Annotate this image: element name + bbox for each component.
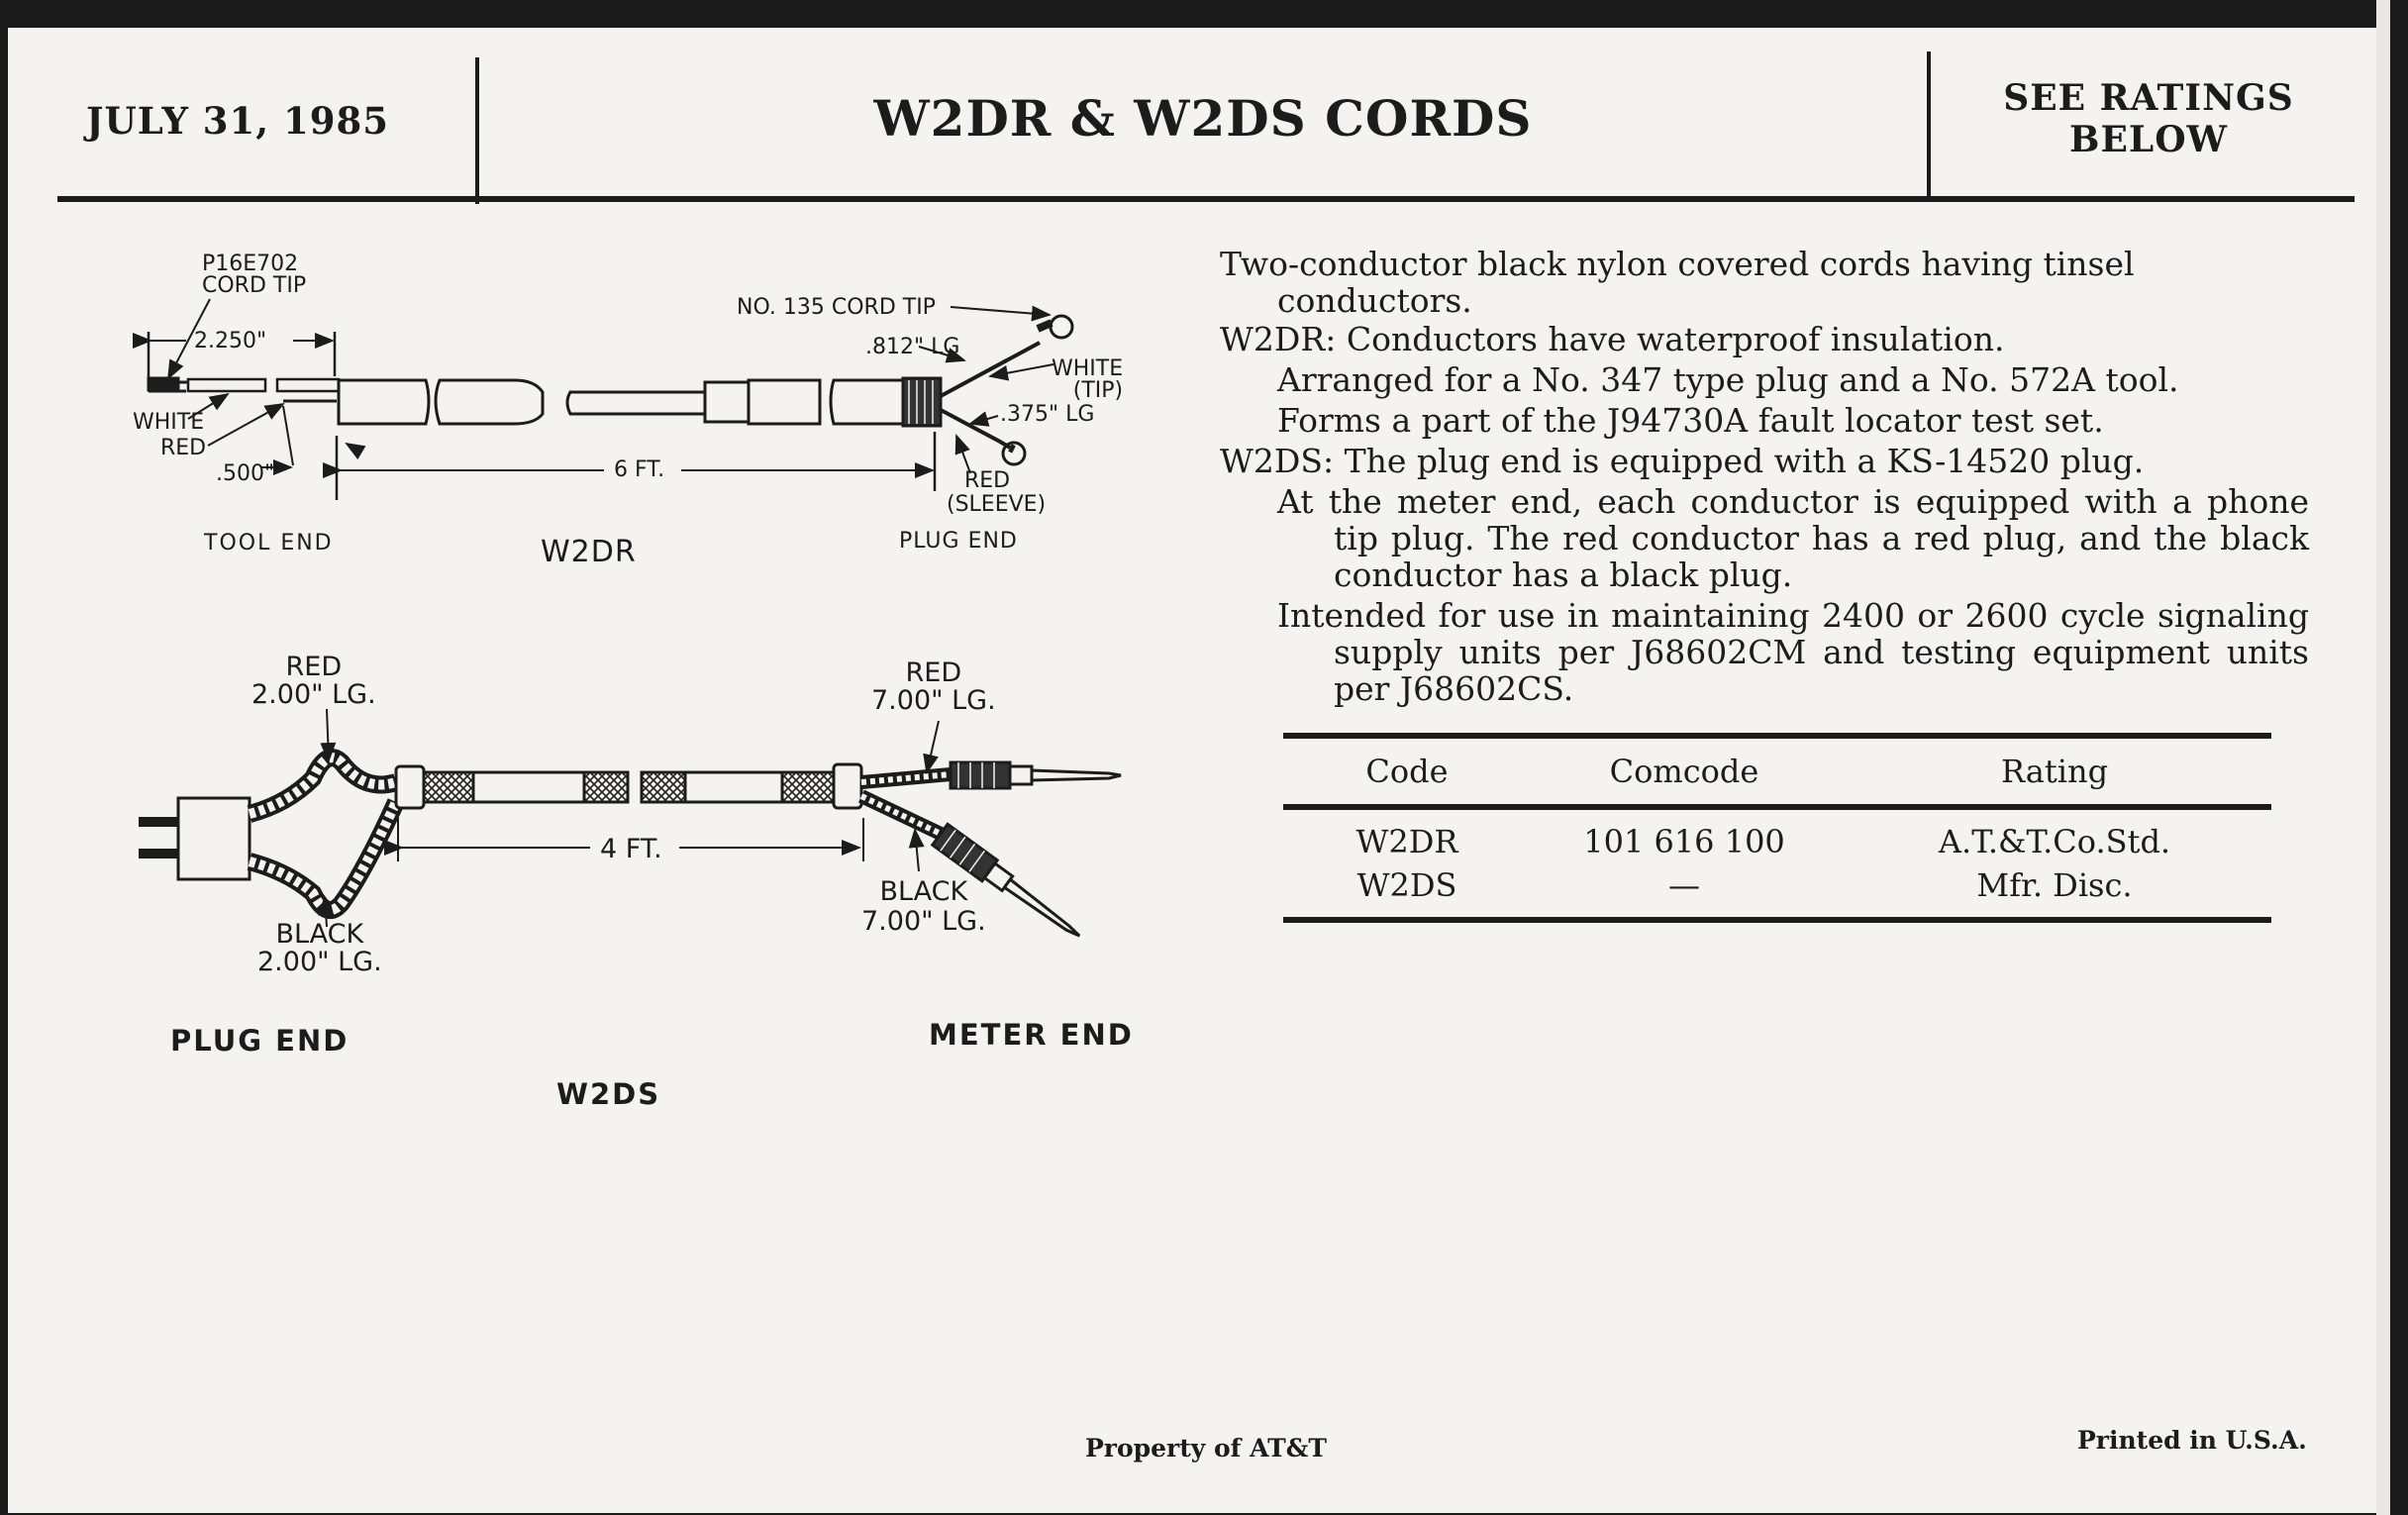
w2dr-red-label: RED — [160, 436, 207, 460]
w2ds-caption: W2DS — [556, 1077, 661, 1111]
cell-rating: Mfr. Disc. — [1976, 866, 2133, 904]
black-left-line2: 2.00" LG. — [257, 947, 382, 977]
description-intro: Two-conductor black nylon covered cords having tinsel conductors. — [1220, 245, 2135, 320]
white-tip-line1: WHITE — [1052, 356, 1124, 381]
w2ds-black-left-label — [257, 921, 382, 976]
w2ds-red-left-label — [251, 654, 376, 709]
w2dr-red-sleeve-label — [947, 469, 1046, 517]
w2ds-red-right-label — [871, 659, 996, 715]
cell-comcode: 101 616 100 — [1583, 823, 1785, 860]
w2dr-drawing — [149, 299, 1072, 500]
description — [1220, 246, 2309, 707]
w2dr-cord-tip-label — [202, 253, 306, 297]
black-left-line1: BLACK — [275, 919, 364, 950]
w2dr-heading: W2DR: Conductors have waterproof insulation. — [1220, 320, 2005, 358]
w2dr-dim-375: .375" LG — [1000, 402, 1095, 427]
w2dr-white-tip-label — [1052, 358, 1123, 402]
w2dr-dim-500: .500" — [216, 461, 275, 486]
cord-tip-part-number: P16E702 — [202, 252, 299, 276]
table-header-row — [1283, 739, 2271, 804]
red-right-line2: 7.00" LG. — [871, 685, 996, 716]
black-right-line1: BLACK — [879, 876, 968, 907]
rating-note-line1: SEE RATINGS — [2003, 77, 2294, 119]
w2dr-plug-end-label: PLUG END — [899, 529, 1018, 554]
red-right-line1: RED — [905, 657, 962, 688]
cord-tip-text: CORD TIP — [202, 273, 307, 298]
cell-rating: A.T.&T.Co.Std. — [1938, 823, 2171, 860]
col-header-code: Code — [1365, 753, 1449, 790]
w2dr-dim-812: .812" LG — [865, 335, 960, 359]
w2ds-detail-1: At the meter end, each conductor is equipped with a phone tip plug. The red conductor has a red plug, and the black conductor has a black plug. — [1277, 482, 2309, 594]
white-tip-line2: (TIP) — [1072, 378, 1124, 403]
w2ds-plug-end-label: PLUG END — [170, 1024, 350, 1058]
w2dr-no135-label: NO. 135 CORD TIP — [737, 295, 936, 320]
footer-property: Property of AT&T — [1085, 1434, 1327, 1463]
red-sleeve-line2: (SLEEVE) — [947, 492, 1047, 517]
w2ds-meter-end-label: METER END — [929, 1018, 1134, 1052]
col-header-rating: Rating — [2000, 753, 2109, 790]
page-title: W2DR & W2DS CORDS — [873, 89, 1533, 148]
footer-printed: Printed in U.S.A. — [2077, 1426, 2307, 1455]
w2dr-caption: W2DR — [541, 535, 637, 569]
black-right-line2: 7.00" LG. — [861, 906, 986, 937]
w2ds-black-right-label — [861, 877, 986, 937]
col-header-comcode: Comcode — [1609, 753, 1759, 790]
w2dr-length-label: 6 FT. — [614, 457, 665, 482]
cell-code: W2DR — [1355, 823, 1458, 860]
w2dr-tool-end-label: TOOL END — [204, 531, 334, 556]
w2dr-white-label: WHITE — [133, 410, 205, 435]
w2ds-detail-2: Intended for use in maintaining 2400 or 2600 cycle signaling supply units per J68602CM and testing equipment units per J68602CS. — [1277, 596, 2309, 708]
red-left-line2: 2.00" LG. — [251, 679, 376, 710]
w2dr-dim-2250: 2.250" — [194, 329, 267, 354]
header-date: JULY 31, 1985 — [86, 99, 389, 143]
table-row — [1283, 820, 2271, 863]
cell-code: W2DS — [1356, 866, 1457, 904]
w2ds-heading: W2DS: The plug end is equipped with a KS-14520 plug. — [1220, 442, 2145, 480]
w2dr-detail-1: Arranged for a No. 347 type plug and a No. 572A tool. — [1277, 360, 2179, 399]
red-left-line1: RED — [285, 652, 343, 682]
w2dr-detail-2: Forms a part of the J94730A fault locator test set. — [1277, 401, 2104, 440]
cell-comcode: — — [1668, 866, 1700, 904]
table-bottom-rule — [1283, 917, 2271, 923]
red-sleeve-line1: RED — [964, 468, 1011, 493]
rating-note-line2: BELOW — [2069, 119, 2228, 160]
w2ds-length-label: 4 FT. — [600, 834, 662, 864]
table-row — [1283, 863, 2271, 907]
ratings-table — [1283, 733, 2271, 923]
